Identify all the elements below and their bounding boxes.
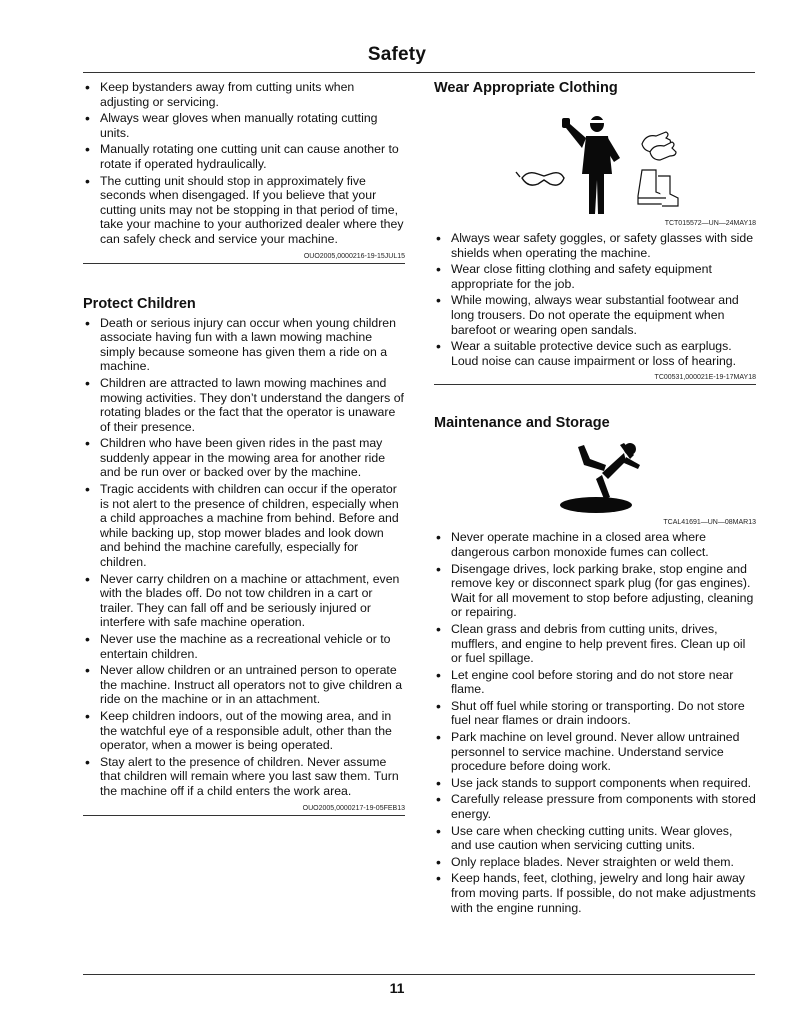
list-item: • Children who have been given rides in the past may suddenly appear in the mowing area for another ride and be run over or backed over by the machine. xyxy=(83,436,405,480)
list-item: • Shut off fuel while storing or transporting. Do not store fuel near flames or drain indoors. xyxy=(434,699,756,728)
section-heading-maintenance: Maintenance and Storage xyxy=(434,415,610,432)
section-heading-protect-children: Protect Children xyxy=(83,295,196,312)
cutting-unit-safety-list xyxy=(83,80,405,247)
reference-code: OUO2005,0000216-19-15JUL15 xyxy=(83,253,405,264)
right-column xyxy=(434,80,756,917)
reference-code: TC00531,000021E-19-17MAY18 xyxy=(434,374,756,385)
list-item: • Let engine cool before storing and do not store near flame. xyxy=(434,668,756,697)
safety-glasses-icon xyxy=(516,172,564,185)
list-item: • Disengage drives, lock parking brake, stop engine and remove key or disconnect spark plug (for gas engines). Wait for all movement to stop before adjusting, cleaning or repairing. xyxy=(434,562,756,620)
protect-children-list xyxy=(83,316,405,799)
list-item: • Children are attracted to lawn mowing machines and mowing activities. They don’t understand the dangers of rotating blades or the fact that the operator is unaware of their presence. xyxy=(83,376,405,434)
list-item: • Death or serious injury can occur when young children associate having fun with a lawn mowing machine simply because someone has given them a ride on a machine. xyxy=(83,316,405,374)
list-item: • While mowing, always wear substantial footwear and long trousers. Do not operate the equipment when barefoot or wearing open sandals. xyxy=(434,293,756,337)
left-column xyxy=(83,80,405,816)
protective-clothing-figure xyxy=(434,100,756,218)
list-item: • Keep hands, feet, clothing, jewelry and long hair away from moving parts. If possible, do not make adjustments with the engine running. xyxy=(434,871,756,915)
list-item: • Manually rotating one cutting unit can cause another to rotate if operated hydraulically. xyxy=(83,142,405,171)
image-caption: TCT015572—UN—24MAY18 xyxy=(664,220,756,227)
slipping-person-icon xyxy=(560,443,640,513)
maintenance-list xyxy=(434,530,756,915)
list-item: • Always wear safety goggles, or safety glasses with side shields when operating the machine. xyxy=(434,231,756,260)
slip-hazard-illustration xyxy=(434,435,756,517)
reference-code: OUO2005,0000217-19-05FEB13 xyxy=(83,805,405,816)
section-heading-clothing: Wear Appropriate Clothing xyxy=(434,80,618,96)
list-item: • Wear a suitable protective device such as earplugs. Loud noise can cause impairment or loss of hearing. xyxy=(434,339,756,368)
list-item: • Never use the machine as a recreational vehicle or to entertain children. xyxy=(83,632,405,661)
list-item: • Keep bystanders away from cutting units when adjusting or servicing. xyxy=(83,80,405,109)
list-item: • The cutting unit should stop in approximately five seconds when disengaged. If you believe that your cutting units may not be stopping in that period of time, take your machine to your authorized dealer where they can safely check and service your machine. xyxy=(83,174,405,247)
image-caption: TCAL41691—UN—08MAR13 xyxy=(663,519,756,527)
clothing-list xyxy=(434,231,756,368)
list-item: • Clean grass and debris from cutting units, drives, mufflers, and engine to help prevent fires. Clean up oil or fuel spillage. xyxy=(434,622,756,666)
list-item: • Only replace blades. Never straighten or weld them. xyxy=(434,855,756,870)
list-item: • Stay alert to the presence of children. Never assume that children will remain where you last saw them. Turn the machine off if a child enters the work area. xyxy=(83,755,405,799)
list-item: • Always wear gloves when manually rotating cutting units. xyxy=(83,111,405,140)
page-title: Safety xyxy=(367,44,427,65)
protective-clothing-illustration xyxy=(434,100,756,218)
page-number: 11 xyxy=(389,980,405,996)
boots-icon xyxy=(638,170,678,206)
list-item: • Park machine on level ground. Never allow untrained personnel to service machine. Understand service procedure before doing work. xyxy=(434,730,756,774)
list-item: • Never operate machine in a closed area where dangerous carbon monoxide fumes can collect. xyxy=(434,530,756,559)
gloves-icon xyxy=(642,132,676,160)
list-item: • Tragic accidents with children can occur if the operator is not alert to the presence of children, especially when a child approaches a machine from behind. Before and while backing up, stop mower blades and look down and behind the machine carefully, especially for children. xyxy=(83,482,405,570)
footer-divider xyxy=(83,974,755,975)
slip-hazard-figure xyxy=(434,435,756,517)
list-item: • Wear close fitting clothing and safety equipment appropriate for the job. xyxy=(434,262,756,291)
list-item: • Carefully release pressure from components with stored energy. xyxy=(434,792,756,821)
worker-silhouette-icon xyxy=(562,116,620,214)
list-item: • Use jack stands to support components when required. xyxy=(434,776,756,791)
list-item: • Use care when checking cutting units. Wear gloves, and use caution when servicing cutting units. xyxy=(434,824,756,853)
list-item: • Never allow children or an untrained person to operate the machine. Instruct all operators not to give children a ride on the machine or in an attachment. xyxy=(83,663,405,707)
title-divider xyxy=(83,72,755,73)
list-item: • Keep children indoors, out of the mowing area, and in the watchful eye of a responsible adult, other than the operator, when a mower is being operated. xyxy=(83,709,405,753)
list-item: • Never carry children on a machine or attachment, even with the blades off. Do not tow children in a cart or trailer. They can fall off and be seriously injured or interfere with safe machine operation. xyxy=(83,572,405,630)
